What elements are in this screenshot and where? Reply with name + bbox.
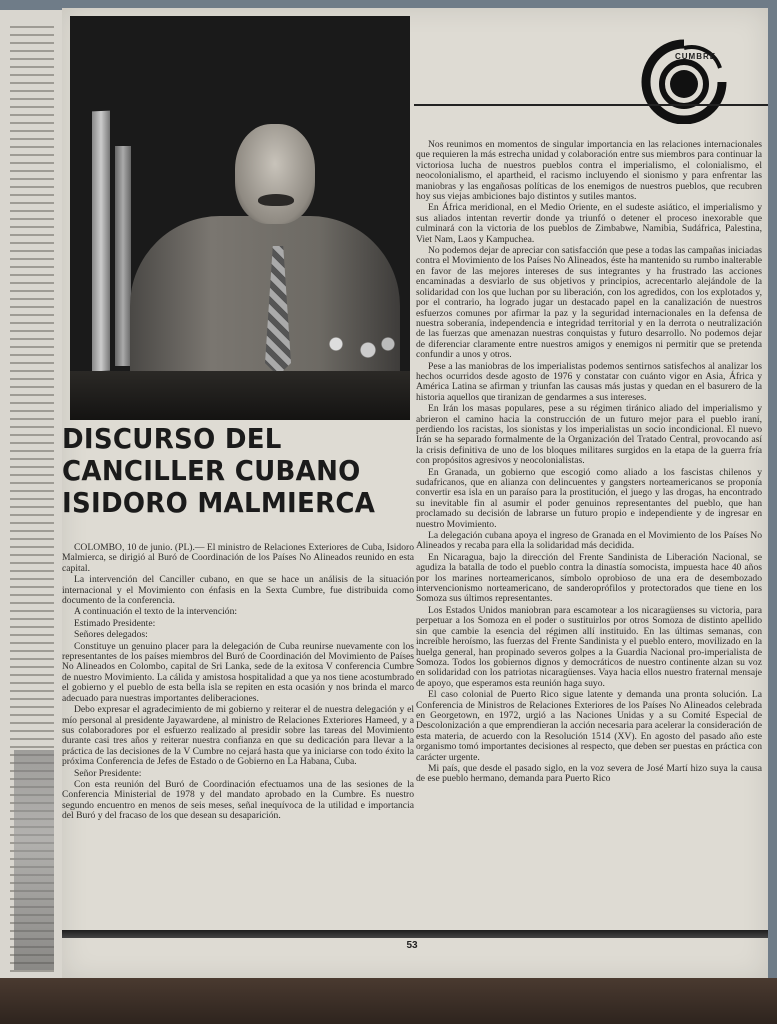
magazine-page bbox=[62, 8, 768, 980]
podium bbox=[70, 371, 410, 420]
page-number: 53 bbox=[406, 940, 418, 951]
article-title bbox=[62, 423, 407, 519]
paragraph: Constituye un genuino placer para la delegación de Cuba reunirse nuevamente con los representantes de los países miembros del Buró de Coordinación del Movimiento de Países No Alineados en Colombo, capital de Sri Lanka, sede de la exitosa V conferencia Cumbre de nuestro Movimiento. La cálida y amistosa hospitalidad a que ya nos tiene acostumbrado el gobierno y el pueblo de esta bella isla se repiten en esta ocasión y nos brinda el marco adecuado para nuestras importantes deliberaciones. bbox=[62, 640, 414, 704]
paragraph: Debo expresar el agradecimiento de mi gobierno y reiterar el de nuestra delegación y el mío personal al presidente Jayawardene, al ministro de Relaciones Exteriores Hameed, y a sus colaboradores por el esfuerzo realizado al presidir sobre las tareas del Movimiento durante casi tres años y reiterar nuestra confianza en que su dedicación para llevar a la práctica de las decisiones de la V Cumbre no cejará hasta que ya iniciarse con todo éxito la próxima Conferencia de Jefes de Estado o de Gobierno en La Habana, Cuba. bbox=[62, 704, 414, 768]
paragraph: La intervención del Canciller cubano, en que se hace un análisis de la situación internacional y el Movimiento con énfasis en la Sexta Cumbre, fue distribuida como documento de la conferencia. bbox=[62, 574, 414, 607]
paragraph: Estimado Presidente: bbox=[74, 617, 156, 629]
logo-text: CUMBRE bbox=[675, 52, 717, 61]
paragraph: A continuación el texto de la intervención: bbox=[74, 606, 238, 618]
paragraph: No podemos dejar de apreciar con satisfacción que pese a todas las campañas iniciadas contra el Movimiento de los Países No Alineados, éste ha mantenido su rumbo inalterable en favor de las mejores intereses de sus integrantes y ha frustrado las acciones encaminadas a desviarlo de sus objetivos y principios, acrecentarlo alejándole de la solidaridad con los que luchan por su liberación, con los agredidos, con los explotados y, por el contrario, ha logrado jugar un destacado papel en la canalización de nuestros esfuerzos comunes por afirmar la paz y la seguridad internacionales en la defensa de nuestra soberanía, independencia e integridad territorial y en la derrota o neutralización de las fuerzas que amenazan nuestras conquistas y futuro desarrollo. No podemos dejar de diferenciar claramente entre nuestros amigos y enemigos ni permitir que se pretenda confundir a unos y otros. bbox=[416, 245, 762, 361]
speaker-mustache bbox=[258, 194, 294, 206]
cumbre-logo-icon bbox=[624, 38, 734, 124]
paragraph: COLOMBO, 10 de junio. (PL).— El ministro de Relaciones Exteriores de Cuba, Isidoro Malmierca, se dirigió al Buró de Coordinación de los Países No Alineados reunido en esta capital. bbox=[62, 543, 414, 574]
paragraph: En África meridional, en el Medio Oriente, en el sudeste asiático, el imperialismo y sus aliados intentan revertir donde ya triunfó o detener el proceso inexorable que culminará con la victoria de los pueblos de Zimbabwe, Namibia, Sudáfrica, Palestina, Viet Nam, Laos y Kampuchea. bbox=[416, 202, 762, 245]
paragraph: El caso colonial de Puerto Rico sigue latente y demanda una pronta solución. La Conferencia de Ministros de Relaciones Exteriores de los Países No Alineados celebrada en Georgetown, en 1972, urgió a las Naciones Unidas y a su Comité Especial de Descolonización a que emprendieran la acción necesaria para acelerar la consideración de esta materia, de acuerdo con la Resolución 1514 (XV). En agosto del pasado año este organismo tomó importantes decisiones al respecto, que deben ser puestas en práctica con carácter urgente. bbox=[416, 689, 762, 763]
flag-left bbox=[92, 111, 110, 372]
article-column-right bbox=[416, 140, 762, 925]
footer-rule bbox=[62, 930, 768, 938]
title-line: CANCILLER CUBANO bbox=[62, 454, 361, 487]
previous-page-edge bbox=[0, 10, 64, 1018]
paragraph: Nos reunimos en momentos de singular importancia en las relaciones internacionales que requieren la más estrecha unidad y colaboración entre sus miembros para continuar la victoriosa lucha de nuestros pueblos contra el imperialismo, el colonialismo, el neocolonialismo, el apartheid, el racismo incluyendo el sionismo y para enfrentar las maniobras y las engañosas políticas de los enemigos de nuestros pueblos, que recubren hoy sus viejas ambiciones bajo distintos y sutiles mantos. bbox=[416, 140, 762, 203]
paragraph: Con esta reunión del Buró de Coordinación efectuamos una de las sesiones de la Conferencia Ministerial de 1978 y del mandato aprobado en la Cumbre. Es nuestro segundo encuentro en menos de seis meses, señal inequívoca de la utilidad e importancia del Buró y del fracaso de los que desean su desaparición. bbox=[62, 778, 414, 822]
table-surface bbox=[0, 978, 777, 1024]
paragraph: Señor Presidente: bbox=[74, 767, 142, 779]
paragraph: Señores delegados: bbox=[74, 629, 148, 641]
speaker-head bbox=[235, 124, 315, 224]
speaker-photo bbox=[70, 16, 410, 420]
paragraph: En Nicaragua, bajo la dirección del Frente Sandinista de Liberación Nacional, se agudiza la batalla de todo el pueblo contra la dinastía somocista, impuesta hace 40 años por los marines norteamericanos, símbolo oprobioso de una era de desembozado intervencionismo norteamericano, de sanderoprófilos y protectorados que tiene en los Somoza sus últimos representantes. bbox=[416, 551, 762, 605]
title-line: ISIDORO MALMIERCA bbox=[62, 486, 376, 519]
previous-page-photo bbox=[14, 750, 54, 970]
paragraph: En Granada, un gobierno que escogió como aliado a los fascistas chilenos y sudafricanos, que en alianza con delincuentes y gangsters norteamericanos se proponía convertir esa isla en un paraíso para la prostitución, el juego y las drogas, ha encontrado su inevitable fin al asumir el poder genuinos representantes del pueblo, que han proclamado su decisión de labrarse un futuro propio e independiente y de ingresar en nuestro Movimiento. bbox=[416, 466, 762, 530]
flag-right bbox=[115, 146, 131, 366]
header-rule bbox=[414, 104, 768, 106]
paragraph: Los Estados Unidos maniobran para escamotear a los nicaragüenses su victoria, para perpetuar a los Somoza en el poder o sustituirlos por otros Somoza de distinto apellido sin que cambie la esencia del régimen allí instituido. En las últimas semanas, con increíble heroísmo, las fuerzas del Frente Sandinista y el pueblo entero, movilizado en la huelga general, han propinado severos golpes a la Guardia Nacional pro-imperialista de Somoza. Todos los gobiernos dignos y democráticos de nuestro continente alzan su voz en solidaridad con los patriotas nicaragüenses. Vaya hacia ellos nuestro fraternal mensaje de apoyo, que esperamos esta reunión haga suyo. bbox=[416, 604, 762, 689]
paragraph: Pese a las maniobras de los imperialistas podemos sentirnos satisfechos al analizar los hechos ocurridos desde agosto de 1976 y constatar con cuánto vigor en Asia, África y América Latina se afirman y triunfan las causas más justas y quedan en el basurero de la historia aquellos que tiranizan de gendarmes a sus intereses. bbox=[416, 360, 762, 403]
article-column-left bbox=[62, 543, 414, 918]
paragraph: La delegación cubana apoya el ingreso de Granada en el Movimiento de los Países No Alineados y recaba para ella la solidaridad más decidida. bbox=[416, 530, 762, 552]
paragraph: En Irán los masas populares, pese a su régimen tiránico aliado del imperialismo y abrieron el camino hacia la construcción de un futuro mejor para el pueblo iraní, perdiendo los racistas, los sionistas y los imperialistas un socio incondicional. El nuevo Irán se ha separado formalmente de la Organización del Tratado Central, provocando así la crisis definitiva de uno de los bloques militares surgidos en la etapa de la guerra fría con propósitos agresivos y neocolonialistas. bbox=[416, 403, 762, 467]
paragraph: Mi país, que desde el pasado siglo, en la voz severa de José Martí hizo suya la causa de ese pueblo hermano, demanda para Puerto Rico bbox=[416, 762, 762, 785]
title-line: DISCURSO DEL bbox=[62, 422, 282, 455]
